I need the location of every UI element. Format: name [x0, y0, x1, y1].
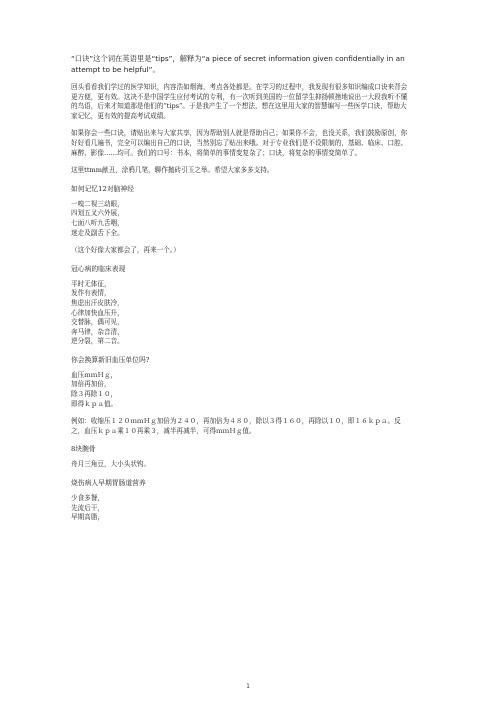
paragraph-background: 回头看看我们学过的医学知识，内容浩如烟海，考点各处都是。在学习的过程中，我发现有很多知识编成口诀来背会更方便，更有效。这决不是中国学生应付考试的专利，有一次听到美国的一位留学生抑扬顿挫地说出一大段我听不懂的鸟语，后来才知道那是他们的“tips”。于是我产生了一个想法，想在这里用大家的智慧编写一些医学口诀，帮助大家记忆，更有效的提高考试成绩。 — [71, 83, 408, 120]
mnemonic-cranial-nerves — [71, 200, 411, 238]
mnemonic-blood-pressure — [71, 371, 411, 409]
intro-paragraph: “口诀”这个词在英语里是“tips”，解释为“a piece of secret information given confidentially in an attempt to be helpful”。 — [71, 54, 405, 74]
mnemonic-line — [71, 318, 411, 328]
mnemonic-fragment: 奔马律， — [71, 327, 98, 336]
mnemonic-burn-nutrition — [71, 494, 411, 523]
section-title-cranial-nerves: 如何记忆12对脑神经 — [71, 184, 135, 193]
mnemonic-line: 迷走及副舌下全。 — [71, 228, 124, 237]
mnemonic-line: 早期高脂， — [71, 513, 104, 522]
mnemonic-fragment: 逆分裂， — [71, 337, 98, 346]
section-title-blood-pressure: 你会换算新旧血压单位吗? — [71, 355, 150, 364]
mnemonic-line — [71, 337, 411, 347]
mnemonic-line: 发作有表情， — [71, 289, 111, 298]
page-number: 1 — [246, 683, 250, 690]
section-title-burn-nutrition: 烧伤病人早期胃肠道营养 — [71, 479, 146, 488]
document-body — [71, 53, 411, 531]
mnemonic-line — [71, 328, 411, 338]
section-title-carpal-bones: 8块腕骨 — [71, 445, 96, 454]
mnemonic-line: 四划五叉六外展， — [71, 209, 124, 218]
mnemonic-fragment: 第二音。 — [97, 337, 124, 346]
mnemonic-line: 七面八听九舌咽， — [71, 218, 124, 227]
mnemonic-carpal-bones: 舟月三角豆，大小头状钩。 — [71, 460, 151, 469]
mnemonic-line: 少食多餐， — [71, 494, 104, 503]
mnemonic-line: 即得ｋｐａ值。 — [71, 399, 118, 408]
example-paragraph: 例如：收缩压１２０ｍｍＨｇ加倍为２４０，再加倍为４８０，除以３得１６０，再除以１０，即１６ｋｐａ。反之，血压ｋｐａ乘１０再乘３，减半再减半，可得ｍｍＨｇ值。 — [71, 417, 401, 435]
mnemonic-line: 平时无体征， — [71, 279, 111, 288]
mnemonic-coronary — [71, 280, 411, 347]
paragraph-author-note: 这里ttmm献丑，涂鸦几笔，聊作抛砖引玉之举。希望大家多多支持。 — [71, 166, 274, 175]
mnemonic-fragment: 交替脉， — [71, 318, 98, 327]
paragraph-invitation: 如果你会一些口诀，请贴出来与大家共享，因为帮助别人就是帮助自己；如果你不会，也没关系，我们鼓励原创，你好好看几遍书，完全可以编出自己的口诀，当然别忘了贴出来哦。对于专业我们是不设限制的，基础、临床、口腔、麻醉、影像……均可。我们的口号：书本，将简单的事情变复杂了；口诀，将复杂的事情变简单了。 — [71, 129, 408, 157]
mnemonic-line: 除３再除１０， — [71, 390, 118, 399]
mnemonic-fragment: 杂音清， — [97, 327, 124, 336]
mnemonic-line: 先流后干， — [71, 503, 104, 512]
section-note: （这个好像大家都会了，再来一个。） — [71, 246, 180, 255]
mnemonic-line: 心律加快血压升， — [71, 308, 124, 317]
mnemonic-line: 一嗅二视三动眼， — [71, 199, 124, 208]
section-title-coronary: 冠心病的临床表现 — [71, 264, 126, 273]
mnemonic-line: 加倍再加倍， — [71, 380, 111, 389]
mnemonic-line: 血压ｍｍＨｇ， — [71, 370, 118, 379]
mnemonic-fragment: 偶可见， — [97, 318, 124, 327]
mnemonic-line: 焦虑出汗皮肤冷， — [71, 298, 124, 307]
